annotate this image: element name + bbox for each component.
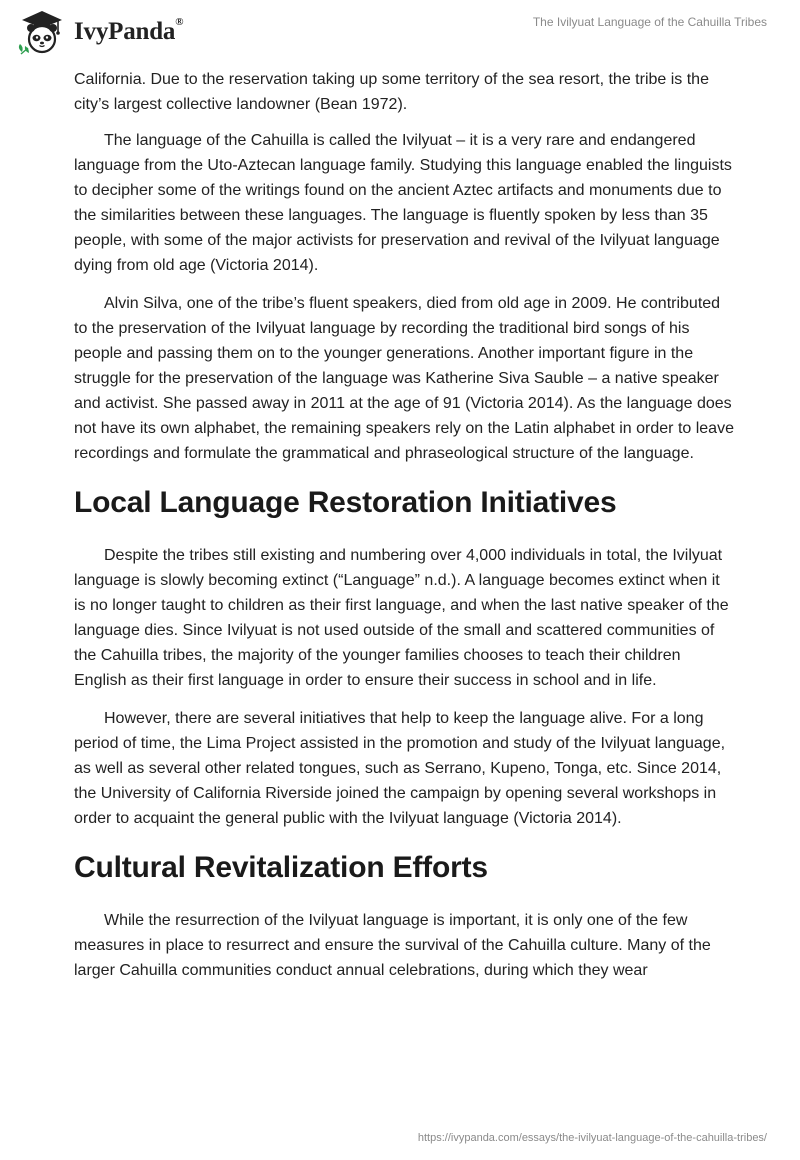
ivypanda-logo[interactable] — [14, 8, 183, 56]
paragraph-revitalization: While the resurrection of the Ivilyuat language is important, it is only one of the few measures in place to resurrect and ensure the survival of the Cahuilla culture. Many of the larger Cahuilla communities conduct annual celebrations, during which they wear — [74, 912, 711, 979]
paragraph-language-intro: The language of the Cahuilla is called the Ivilyuat – it is a very rare and endangered language from the Uto-Aztecan language family. Studying this language enabled the linguists to decipher some of the writings found on the ancient Aztec artifacts and monuments due to the similarities between these languages. The language is fluently spoken by less than 35 people, with some of the major activists for preservation and revival of the Ivilyuat language dying from old age (Victoria 2014). — [74, 132, 732, 274]
registered-mark: ® — [175, 16, 184, 28]
essay-body — [74, 67, 734, 996]
paragraph-continuation: California. Due to the reservation taking up some territory of the sea resort, the tribe is the city’s largest collective landowner (Bean 1972). — [74, 71, 709, 113]
section-heading-restoration: Local Language Restoration Initiatives — [74, 486, 617, 519]
page-header — [0, 0, 800, 64]
document-title: The Ivilyuat Language of the Cahuilla Tribes — [532, 15, 767, 29]
panda-graduate-icon — [14, 8, 70, 56]
section-heading-revitalization: Cultural Revitalization Efforts — [74, 851, 488, 884]
paragraph-initiatives: However, there are several initiatives that help to keep the language alive. For a long period of time, the Lima Project assisted in the promotion and study of the Ivilyuat language, as well as several other related tongues, such as Serrano, Kupeno, Tonga, etc. Since 2014, the University of California Riverside joined the campaign by opening several workshops in order to acquaint the general public with the Ivilyuat language (Victoria 2014). — [74, 710, 726, 827]
brand-name: IvyPanda® — [74, 16, 184, 45]
paragraph-extinction: Despite the tribes still existing and numbering over 4,000 individuals in total, the Ivilyuat language is slowly becoming extinct (“Language” n.d.). A language becomes extinct when it is no longer taught to children as their first language, and when the last native speaker of the language dies. Since Ivilyuat is not used outside of the small and scattered communities of the Cahuilla tribes, the majority of the younger families chooses to teach their children English as their first language in order to ensure their success in school and in life. — [74, 547, 729, 689]
paragraph-speakers: Alvin Silva, one of the tribe’s fluent speakers, died from old age in 2009. He contributed to the preservation of the Ivilyuat language by recording the traditional bird songs of his people and passing them on to the younger generations. Another important figure in the struggle for the preservation of the language was Katherine Siva Sauble – a native speaker and activist. She passed away in 2011 at the age of 91 (Victoria 2014). As the language does not have its own alphabet, the remaining speakers rely on the Latin alphabet in order to leave recordings and formulate the grammatical and phraseological structure of the language. — [74, 295, 734, 462]
source-url[interactable]: https://ivypanda.com/essays/the-ivilyuat-language-of-the-cahuilla-tribes/ — [417, 1132, 767, 1144]
